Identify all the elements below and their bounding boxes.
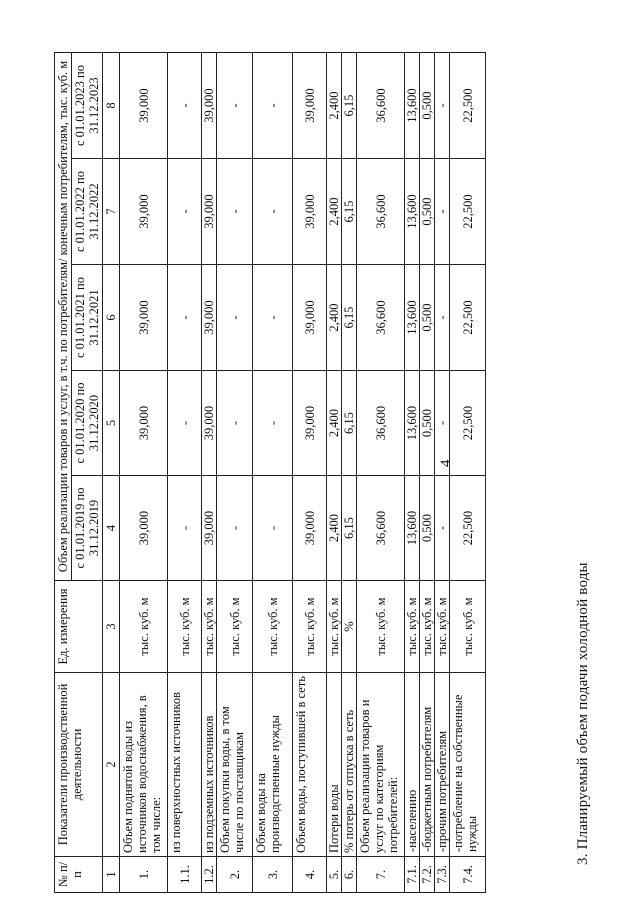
row-indicator: из подземных источников	[202, 673, 217, 857]
row-value: 6,15	[342, 159, 357, 265]
row-num: 2.	[217, 857, 253, 893]
row-value: 13,600	[405, 476, 420, 581]
row-value: 39,000	[202, 265, 217, 371]
row-unit: тыс. куб. м	[202, 581, 217, 673]
row-value: -	[168, 159, 202, 265]
row-value: 2,400	[327, 476, 342, 581]
table-row	[405, 52, 420, 892]
row-value: 0,500	[420, 52, 435, 158]
table-row	[450, 52, 486, 892]
row-num: 7.1.	[405, 857, 420, 893]
row-value: 0,500	[420, 476, 435, 581]
header-period: с 01.01.2022 по 31.12.2022	[72, 159, 103, 265]
header-unit: Ед. измерения	[55, 581, 103, 673]
row-num: 7.	[357, 857, 405, 893]
row-value: 39,000	[293, 265, 327, 371]
row-value: 36,600	[357, 371, 405, 476]
row-value: 36,600	[357, 476, 405, 581]
row-value: 39,000	[202, 371, 217, 476]
header-group: Объем реализации товаров и услуг, в т.ч. по потребителям/ конечным потребителям, тыс. куб. м	[55, 52, 72, 580]
row-value: 22,500	[450, 371, 486, 476]
row-value: -	[435, 476, 450, 581]
row-value: 39,000	[293, 476, 327, 581]
column-index: 6	[103, 265, 120, 371]
row-value: 2,400	[327, 265, 342, 371]
row-value: 39,000	[120, 159, 168, 265]
section-title: 3. Планируемый объем подачи холодной воды	[575, 562, 591, 865]
column-index: 5	[103, 371, 120, 476]
table-row	[342, 52, 357, 892]
row-value: 39,000	[293, 371, 327, 476]
row-num: 7.3.	[435, 857, 450, 893]
row-num: 4.	[293, 857, 327, 893]
row-value: 6,15	[342, 476, 357, 581]
column-index: 7	[103, 159, 120, 265]
row-num: 7.4.	[450, 857, 486, 893]
table-row	[217, 52, 253, 892]
column-index: 2	[103, 673, 120, 857]
row-value: 13,600	[405, 371, 420, 476]
row-value: -	[217, 371, 253, 476]
row-num: 3.	[253, 857, 293, 893]
row-unit: тыс. куб. м	[450, 581, 486, 673]
row-value: -	[217, 476, 253, 581]
row-unit: тыс. куб. м	[217, 581, 253, 673]
row-value: -	[253, 52, 293, 158]
row-num: 6.	[342, 857, 357, 893]
row-value: 39,000	[202, 476, 217, 581]
row-value: 6,15	[342, 52, 357, 158]
row-unit: тыс. куб. м	[357, 581, 405, 673]
row-num: 1.2.	[202, 857, 217, 893]
row-value: 22,500	[450, 159, 486, 265]
column-index: 1	[103, 857, 120, 893]
header-period: с 01.01.2020 по 31.12.2020	[72, 371, 103, 476]
column-index: 3	[103, 581, 120, 673]
row-unit: тыс. куб. м	[120, 581, 168, 673]
row-unit: тыс. куб. м	[168, 581, 202, 673]
row-value: -	[168, 52, 202, 158]
header-period: с 01.01.2019 по 31.12.2019	[72, 476, 103, 581]
row-value: 2,400	[327, 159, 342, 265]
column-index: 8	[103, 52, 120, 158]
row-indicator: -населению	[405, 673, 420, 857]
row-value: 2,400	[327, 52, 342, 158]
row-value: 13,600	[405, 265, 420, 371]
table-row	[435, 52, 450, 892]
table-row	[168, 52, 202, 892]
row-value: 36,600	[357, 159, 405, 265]
row-indicator: Потери воды	[327, 673, 342, 857]
row-indicator: из поверхностных источников	[168, 673, 202, 857]
row-num: 1.1.	[168, 857, 202, 893]
table-row	[120, 52, 168, 892]
row-indicator: Объем поднятой воды из источников водоснабжения, в том числе:	[120, 673, 168, 857]
row-num: 1.	[120, 857, 168, 893]
row-indicator: -потребление на собственные нужды	[450, 673, 486, 857]
row-value: -	[253, 159, 293, 265]
row-indicator: % потерь от отпуска в сеть	[342, 673, 357, 857]
row-value: -	[217, 52, 253, 158]
row-value: 39,000	[293, 159, 327, 265]
row-indicator: Объем воды на производственные нужды	[253, 673, 293, 857]
row-value: 6,15	[342, 265, 357, 371]
row-value: 13,600	[405, 52, 420, 158]
table-row	[293, 52, 327, 892]
row-value: 39,000	[120, 476, 168, 581]
row-value: 6,15	[342, 371, 357, 476]
row-unit: тыс. куб. м	[435, 581, 450, 673]
row-value: 39,000	[120, 371, 168, 476]
row-unit: тыс. куб. м	[327, 581, 342, 673]
header-num: № п/п	[55, 857, 103, 893]
water-supply-table	[54, 52, 486, 893]
row-value: 2,400	[327, 371, 342, 476]
row-value: 22,500	[450, 265, 486, 371]
row-value: 39,000	[120, 52, 168, 158]
row-value: 39,000	[202, 52, 217, 158]
row-unit: тыс. куб. м	[405, 581, 420, 673]
row-value: 22,500	[450, 476, 486, 581]
row-unit: %	[342, 581, 357, 673]
row-value: -	[435, 371, 450, 476]
row-unit: тыс. куб. м	[253, 581, 293, 673]
table-header-row	[55, 52, 72, 892]
row-value: 39,000	[293, 52, 327, 158]
row-value: 13,600	[405, 159, 420, 265]
row-value: 39,000	[202, 159, 217, 265]
row-value: -	[253, 371, 293, 476]
row-unit: тыс. куб. м	[420, 581, 435, 673]
row-value: 36,600	[357, 265, 405, 371]
row-value: -	[435, 265, 450, 371]
table-row	[202, 52, 217, 892]
header-period: с 01.01.2021 по 31.12.2021	[72, 265, 103, 371]
row-value: -	[435, 159, 450, 265]
table-row	[327, 52, 342, 892]
page-number: 4	[438, 459, 454, 467]
row-value: 0,500	[420, 371, 435, 476]
row-indicator: -бюджетным потребителям	[420, 673, 435, 857]
row-indicator: Объем покупки воды, в том числе по поставщикам	[217, 673, 253, 857]
row-unit: тыс. куб. м	[293, 581, 327, 673]
row-value: -	[168, 265, 202, 371]
row-value: 0,500	[420, 159, 435, 265]
row-value: 36,600	[357, 52, 405, 158]
table-row	[420, 52, 435, 892]
row-indicator: Объем реализации товаров и услуг по категориям потребителей:	[357, 673, 405, 857]
row-value: -	[217, 159, 253, 265]
header-indicator: Показатели производственной деятельности	[55, 673, 103, 857]
table-row	[357, 52, 405, 892]
row-value: 22,500	[450, 52, 486, 158]
row-num: 5.	[327, 857, 342, 893]
header-period: с 01.01.2023 по 31.12.2023	[72, 52, 103, 158]
row-value: -	[168, 476, 202, 581]
row-value: -	[217, 265, 253, 371]
row-indicator: Объем воды, поступившей в сеть	[293, 673, 327, 857]
table-row	[253, 52, 293, 892]
row-value: -	[253, 476, 293, 581]
row-value: -	[253, 265, 293, 371]
row-num: 7.2.	[420, 857, 435, 893]
row-value: -	[435, 52, 450, 158]
row-value: -	[168, 371, 202, 476]
column-index-row	[103, 52, 120, 892]
row-value: 39,000	[120, 265, 168, 371]
row-indicator: -прочим потребителям	[435, 673, 450, 857]
column-index: 4	[103, 476, 120, 581]
row-value: 0,500	[420, 265, 435, 371]
